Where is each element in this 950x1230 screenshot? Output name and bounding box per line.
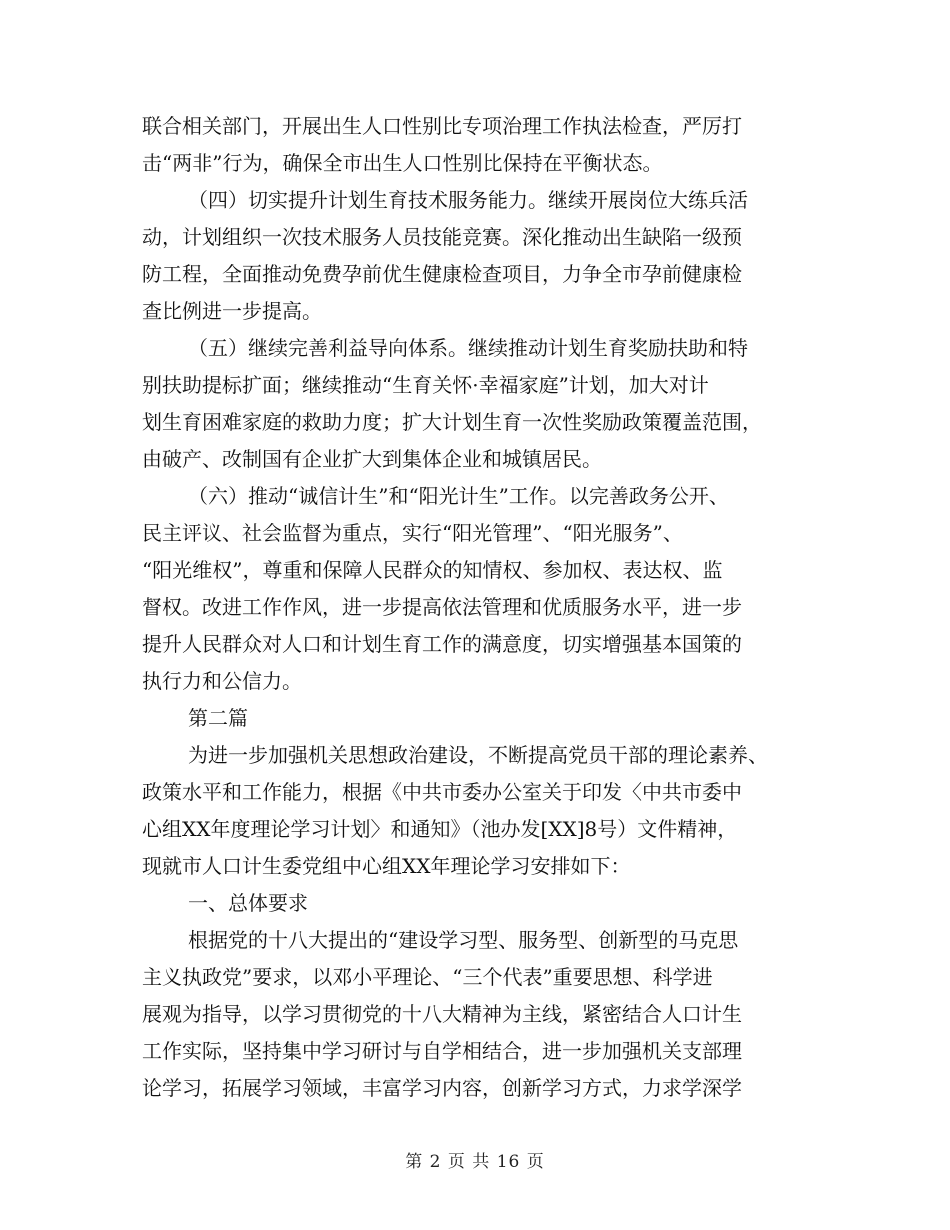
text-line: 政策水平和工作能力，根据《中共市委办公室关于印发〈中共市委中 — [142, 780, 742, 804]
text-line: 提升人民群众对人口和计划生育工作的满意度，切实增强基本国策的 — [142, 632, 742, 656]
text-line: 心组XX年度理论学习计划〉和通知》（池办发[XX]8号）文件精神， — [142, 817, 738, 841]
text-line: 主义执政党”要求，以邓小平理论、“三个代表”重要思想、科学进 — [142, 965, 713, 989]
text-line: 根据党的十八大提出的“建设学习型、服务型、创新型的马克思 — [188, 928, 739, 952]
text-line: 别扶助提标扩面；继续推动“生育关怀·幸福家庭”计划，加大对计 — [142, 373, 709, 397]
text-line: 民主评议、社会监督为重点，实行“阳光管理”、“阳光服务”、 — [142, 521, 683, 545]
text-line: “阳光维权”，尊重和保障人民群众的知情权、参加权、表达权、监 — [142, 558, 723, 582]
text-line: 为进一步加强机关思想政治建设，不断提高党员干部的理论素养、 — [188, 743, 768, 767]
text-line: 查比例进一步提高。 — [142, 299, 322, 323]
text-line: 联合相关部门，开展出生人口性别比专项治理工作执法检查，严厉打 — [142, 114, 742, 138]
text-line: 工作实际，坚持集中学习研讨与自学相结合，进一步加强机关支部理 — [142, 1039, 742, 1063]
text-line: 论学习，拓展学习领域，丰富学习内容，创新学习方式，力求学深学 — [142, 1076, 742, 1100]
text-line: 动，计划组织一次技术服务人员技能竞赛。深化推动出生缺陷一级预 — [142, 225, 742, 249]
part-heading: 第二篇 — [188, 706, 248, 730]
section-heading-line: （五）继续完善利益导向体系。继续推动计划生育奖励扶助和特 — [188, 336, 748, 360]
section-heading: 一、总体要求 — [188, 891, 308, 915]
text-line: 执行力和公信力。 — [142, 669, 302, 693]
text-line: 督权。改进工作作风，进一步提高依法管理和优质服务水平，进一步 — [142, 595, 742, 619]
text-line: 击“两非”行为，确保全市出生人口性别比保持在平衡状态。 — [142, 151, 663, 175]
section-heading-line: （四）切实提升计划生育技术服务能力。继续开展岗位大练兵活 — [188, 188, 748, 212]
text-line: 防工程，全面推动免费孕前优生健康检查项目，力争全市孕前健康检 — [142, 262, 742, 286]
document-body — [142, 108, 808, 1107]
text-line: 由破产、改制国有企业扩大到集体企业和城镇居民。 — [142, 447, 602, 471]
text-line: 展观为指导，以学习贯彻党的十八大精神为主线，紧密结合人口计生 — [142, 1002, 742, 1026]
text-line: 划生育困难家庭的救助力度；扩大计划生育一次性奖励政策覆盖范围， — [142, 410, 762, 434]
text-line: 现就市人口计生委党组中心组XX年理论学习安排如下： — [142, 854, 631, 878]
section-heading-line: （六）推动“诚信计生”和“阳光计生”工作。以完善政务公开、 — [188, 484, 729, 508]
page-number-footer: 第 2 页 共 16 页 — [405, 1152, 545, 1172]
